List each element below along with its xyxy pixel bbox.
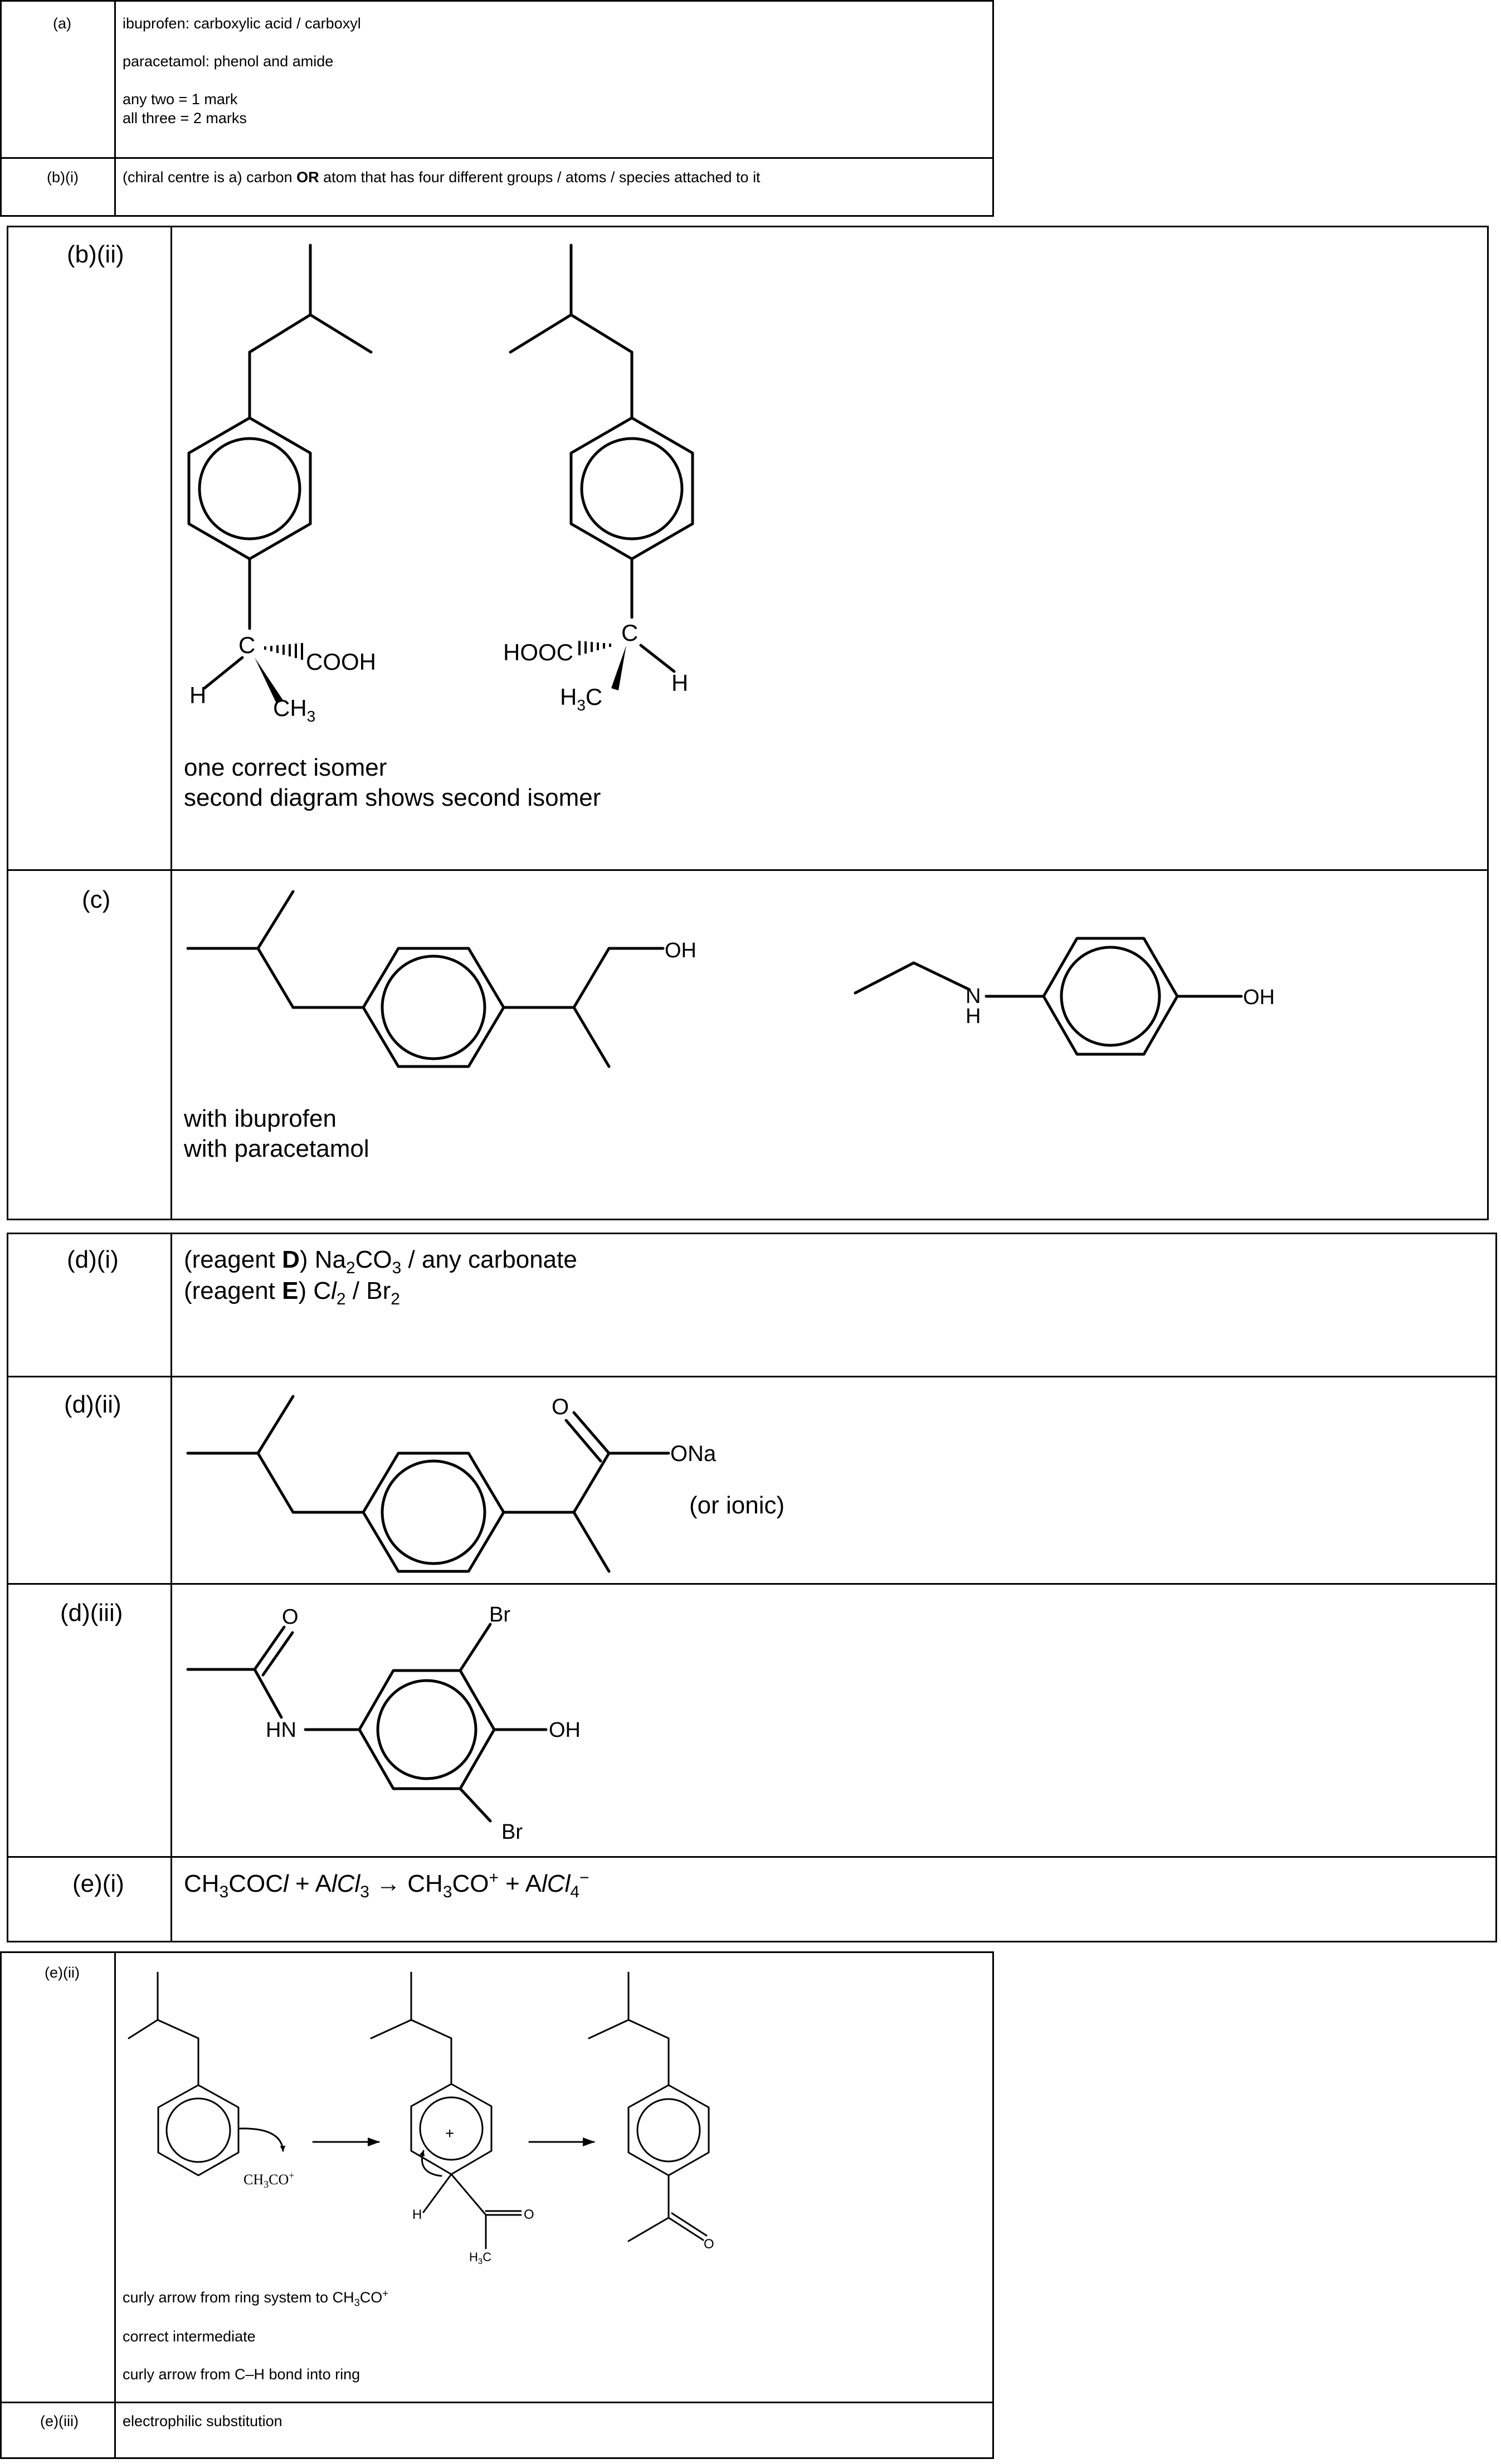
row-label-bii: (b)(ii) — [67, 241, 124, 268]
iso2-h3c-h: H — [560, 684, 577, 710]
eii-int-h3c-h: H — [469, 2250, 478, 2264]
iso2-hooc-label: HOOC — [503, 639, 573, 665]
di-l1-co: CO — [355, 1246, 392, 1273]
ei-co: CO — [452, 1870, 489, 1897]
eii-note3: curly arrow from C–H bond into ring — [123, 2366, 360, 2383]
iso1-hash-bond — [265, 643, 302, 660]
diii-hn-label: HN — [266, 1718, 296, 1742]
di-l2-mid: / Br — [345, 1277, 391, 1304]
iso1-c-label: C — [238, 632, 256, 658]
answer-bi-pre: (chiral centre is a) carbon — [123, 169, 297, 186]
ei-l4: lC — [542, 1870, 565, 1897]
row-label-c: (c) — [82, 886, 111, 913]
answer-a-line4: all three = 2 marks — [123, 110, 247, 126]
di-l2-sub1: 2 — [336, 1289, 346, 1308]
diii-br2-label: Br — [501, 1820, 523, 1844]
eii-note1-co: CO — [359, 2289, 383, 2306]
answer-eiii: electrophilic substitution — [123, 2413, 282, 2429]
ei-ch2: CH — [407, 1870, 443, 1897]
bii-isomer1-structure — [189, 245, 371, 688]
ei-plus2: + A — [498, 1870, 542, 1897]
iso2-c-label: C — [621, 620, 639, 646]
eii-reactant-structure — [129, 1973, 379, 2175]
eii-prod-o-label: O — [704, 2237, 714, 2252]
iso2-h3c-c: C — [585, 684, 603, 710]
row-label-eiii: (e)(iii) — [40, 2413, 79, 2429]
c-oh1-label: OH — [665, 939, 696, 962]
dii-ona-label: ONa — [670, 1442, 717, 1466]
eii-note1-3: 3 — [354, 2296, 360, 2309]
iso1-ch3-label — [273, 695, 315, 725]
iso2-h3c-sub: 3 — [577, 697, 586, 714]
ei-plus-sup: + — [489, 1868, 499, 1887]
ei-plus1: + A — [288, 1870, 332, 1897]
answer-bi-bold: OR — [296, 169, 319, 186]
c-note1: with ibuprofen — [184, 1105, 337, 1132]
dii-o-label: O — [552, 1395, 569, 1419]
ei-arrow: → — [369, 1870, 408, 1897]
iso1-ch3-sub: 3 — [306, 708, 316, 725]
eii-note2: correct intermediate — [123, 2328, 256, 2345]
eii-int-h3c-c: C — [483, 2250, 492, 2264]
bii-isomer2-structure — [510, 245, 693, 671]
iso1-cooh-label: COOH — [306, 649, 376, 675]
iso2-h-label: H — [671, 670, 689, 696]
eii-int-plus-label: + — [445, 2125, 455, 2142]
iso1-h-label: H — [189, 682, 207, 708]
iso2-hash-bond — [579, 641, 610, 655]
eii-ch3co-plus: + — [289, 2170, 295, 2181]
row-label-di: (d)(i) — [67, 1246, 119, 1273]
eii-intermediate-structure — [371, 1973, 594, 2248]
ei-l3: l — [354, 1870, 360, 1897]
eii-int-h3c-label — [469, 2250, 491, 2266]
eii-product-structure — [589, 1973, 709, 2241]
di-l1-bold: D — [282, 1246, 300, 1273]
di-l2-sub2: 2 — [391, 1289, 400, 1308]
answer-a-line1: ibuprofen: carboxylic acid / carboxyl — [123, 15, 361, 32]
ei-4: 4 — [570, 1882, 580, 1901]
c-note2: with paracetamol — [184, 1135, 369, 1162]
c-ibuprofen-alcohol-structure — [188, 892, 663, 1067]
bii-note2: second diagram shows second isomer — [184, 784, 601, 811]
ei-3a: 3 — [219, 1882, 229, 1901]
dii-ionic-label: (or ionic) — [689, 1492, 785, 1519]
c-nh-label: H — [966, 1005, 981, 1028]
answer-bi-post: atom that has four different groups / atoms / species attached to it — [319, 169, 761, 186]
eii-note1-pre: curly arrow from ring system to CH — [123, 2289, 354, 2306]
ei-l5: l — [564, 1870, 571, 1897]
di-l1-pre: (reagent — [184, 1246, 282, 1273]
answer-a-line2: paracetamol: phenol and amide — [123, 53, 334, 70]
di-l2-l: l — [331, 1277, 337, 1304]
diii-o-label: O — [282, 1605, 299, 1629]
row-label-eii: (e)(ii) — [45, 1964, 80, 1981]
diii-br1-label: Br — [489, 1603, 510, 1627]
eii-note1-plus: + — [382, 2287, 389, 2299]
iso2-h3c-label — [560, 684, 602, 714]
di-l2-post: ) C — [298, 1277, 332, 1304]
row-label-a: (a) — [53, 15, 71, 32]
bii-note1: one correct isomer — [184, 754, 387, 781]
ei-ch: CH — [184, 1870, 220, 1897]
c-paracetamol-amine-structure — [855, 938, 1241, 1054]
ei-minus: − — [579, 1868, 589, 1887]
ei-l2: lC — [331, 1870, 355, 1897]
eii-int-h3c-3: 3 — [477, 2257, 483, 2266]
di-l1-sub2: 3 — [392, 1258, 402, 1277]
eii-ch3co-3: 3 — [264, 2179, 269, 2190]
row-label-ei: (e)(i) — [72, 1870, 124, 1897]
eii-ch3co-label — [243, 2170, 294, 2190]
ei-l1: l — [282, 1870, 289, 1897]
eii-int-o-label: O — [524, 2207, 534, 2222]
answer-a-line3: any two = 1 mark — [123, 91, 238, 108]
diii-oh-label: OH — [549, 1718, 581, 1742]
c-n-label: N — [966, 985, 981, 1008]
di-l1-sub1: 2 — [346, 1258, 355, 1277]
eii-int-h-label: H — [412, 2207, 422, 2222]
row-label-dii: (d)(ii) — [64, 1391, 121, 1418]
ei-3b: 3 — [360, 1882, 369, 1901]
di-l2-pre: (reagent — [184, 1277, 282, 1304]
di-l1-post: ) Na — [299, 1246, 347, 1273]
diii-dibromo-structure — [188, 1624, 546, 1821]
iso1-ch3-ch: CH — [273, 695, 307, 721]
eii-ch3co-co: CO — [269, 2171, 289, 2188]
row-label-bi: (b)(i) — [47, 169, 79, 186]
eii-ch3co-ch: CH — [243, 2171, 264, 2188]
ei-3c: 3 — [442, 1882, 452, 1901]
ei-coc: COC — [228, 1870, 283, 1897]
di-l1-tail: / any carbonate — [401, 1246, 577, 1273]
c-oh2-label: OH — [1243, 986, 1275, 1009]
row-label-diii: (d)(iii) — [60, 1599, 123, 1627]
iso2-wedge-bond — [611, 645, 626, 690]
di-l2-bold: E — [282, 1277, 299, 1304]
dii-sodium-salt-structure — [188, 1396, 669, 1571]
